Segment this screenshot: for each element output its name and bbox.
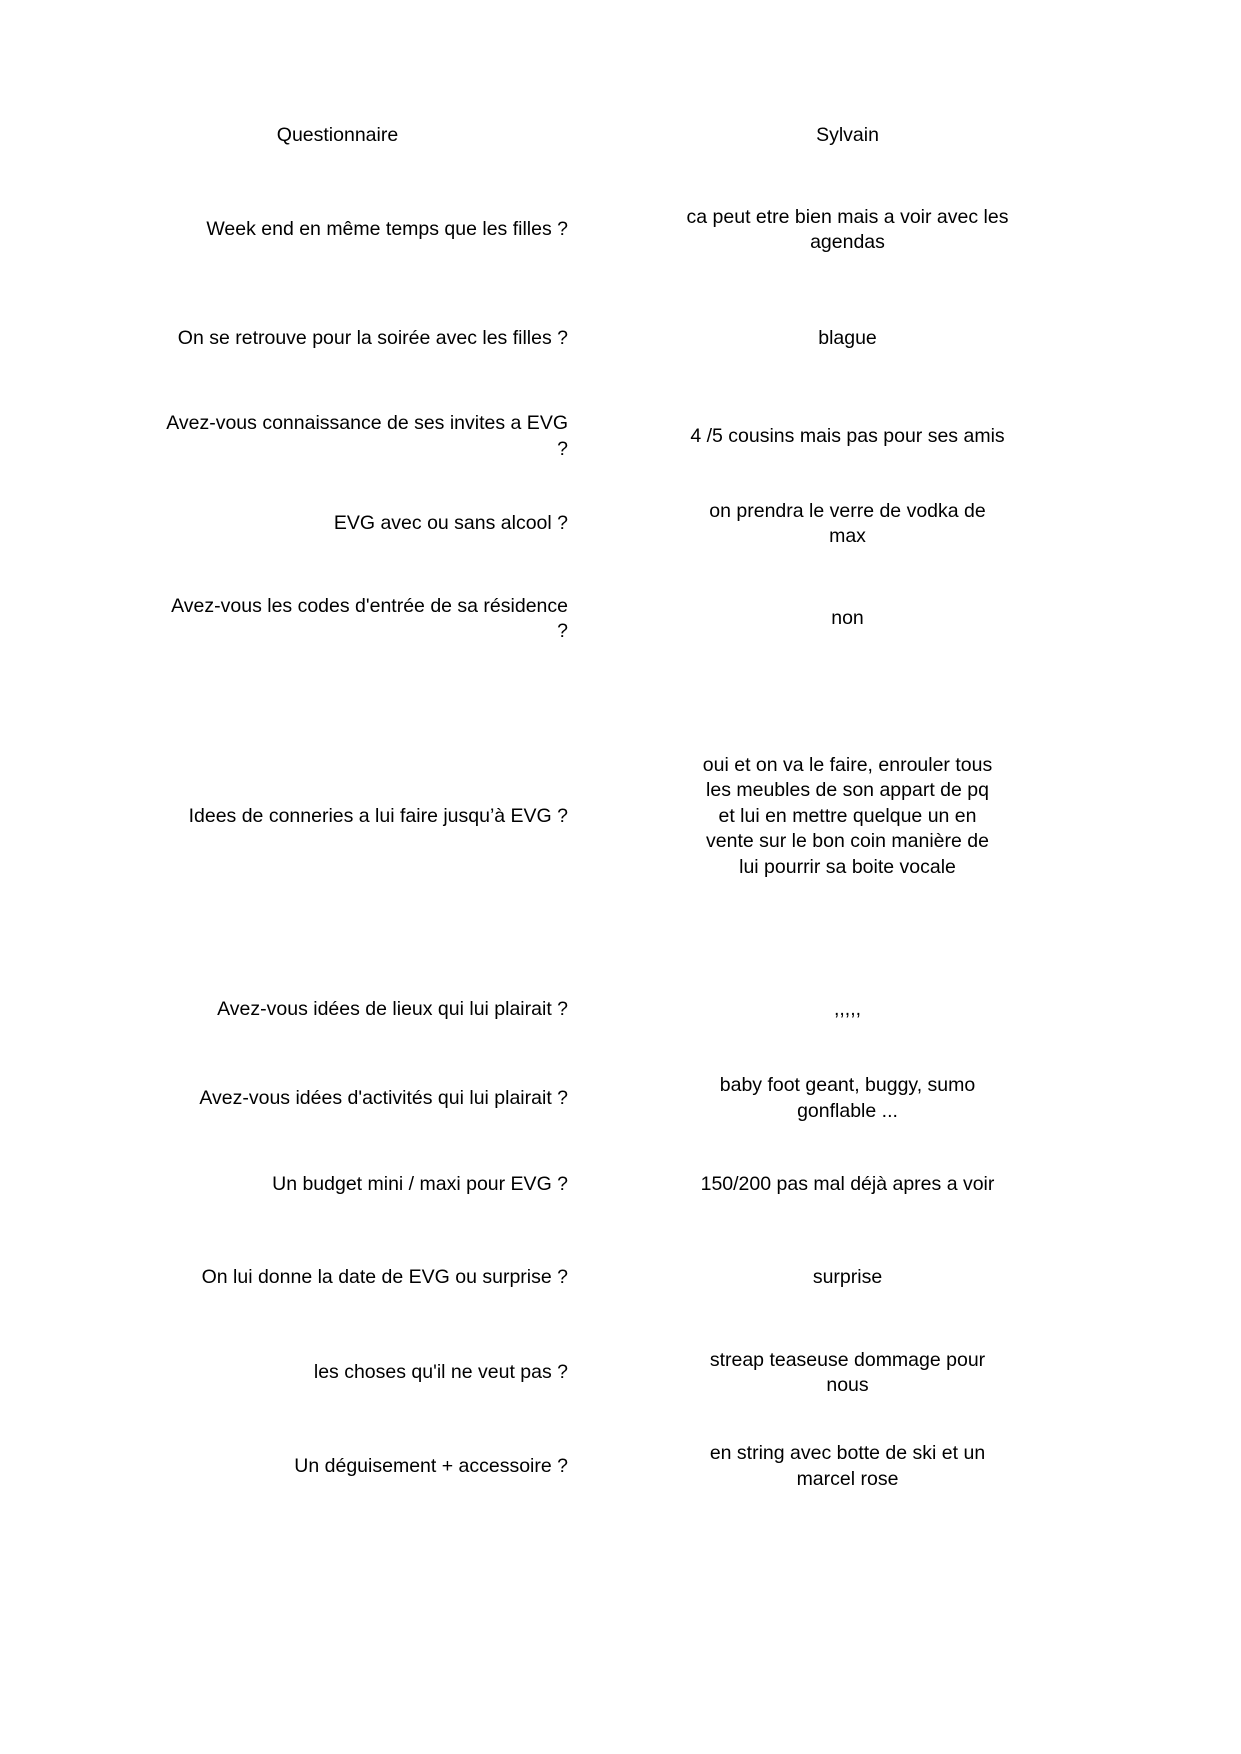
answer-cell	[610, 1141, 1085, 1229]
answer-text: non	[831, 607, 864, 630]
question-cell: EVG avec ou sans alcool ?	[333, 512, 568, 535]
question-cell: Week end en même temps que les filles ?	[206, 218, 568, 241]
answer-cell	[610, 669, 1085, 964]
answer-text: streap teaseuse dommage pour nous	[709, 1348, 986, 1396]
table-row	[155, 1229, 1085, 1327]
question-cell: Avez-vous les codes d'entrée de sa résidence ?	[171, 594, 568, 642]
answer-cell	[610, 1419, 1085, 1514]
answer-cell	[610, 176, 1085, 284]
question-cell: On se retrouve pour la soirée avec les filles ?	[177, 327, 568, 350]
table-header-row	[155, 96, 1085, 176]
table-row	[155, 176, 1085, 284]
table-row	[155, 1327, 1085, 1419]
answer-text: 150/200 pas mal déjà apres a voir	[700, 1173, 995, 1196]
answer-cell	[610, 569, 1085, 669]
question-cell: Avez-vous idées de lieux qui lui plairait ?	[217, 998, 568, 1021]
question-cell: Un déguisement + accessoire ?	[294, 1454, 568, 1477]
table-row	[155, 479, 1085, 569]
column-header-questionnaire: Questionnaire	[276, 124, 399, 147]
table-row	[155, 569, 1085, 669]
answer-text: ,,,,,	[833, 998, 862, 1021]
answer-cell	[610, 394, 1085, 479]
answer-cell	[610, 1229, 1085, 1327]
answer-text: surprise	[812, 1266, 883, 1289]
table-row	[155, 284, 1085, 394]
question-cell: les choses qu'il ne veut pas ?	[313, 1361, 568, 1384]
table-row	[155, 1419, 1085, 1514]
questionnaire-table-body	[155, 96, 1085, 1514]
table-row	[155, 1056, 1085, 1141]
answer-text: en string avec botte de ski et un marcel rose	[709, 1442, 986, 1490]
answer-cell	[610, 1327, 1085, 1419]
answer-text: 4 /5 cousins mais pas pour ses amis	[690, 424, 1005, 447]
answer-cell	[610, 964, 1085, 1056]
answer-text: on prendra le verre de vodka de max	[709, 499, 986, 547]
table-row	[155, 964, 1085, 1056]
answer-text: baby foot geant, buggy, sumo gonflable ...	[719, 1074, 976, 1122]
answer-text: oui et on va le faire, enrouler tous les meubles de son appart de pq et lui en mettre quelque un en vente sur le bon coin manière de lui pourrir sa boite vocale	[702, 754, 993, 878]
table-row	[155, 394, 1085, 479]
question-cell: On lui donne la date de EVG ou surprise ?	[201, 1266, 568, 1289]
question-cell: Un budget mini / maxi pour EVG ?	[272, 1173, 568, 1196]
answer-text: blague	[818, 327, 877, 350]
table-row	[155, 1141, 1085, 1229]
answer-cell	[610, 1056, 1085, 1141]
column-header-respondent: Sylvain	[816, 124, 879, 147]
question-cell: Avez-vous connaissance de ses invites a EVG ?	[166, 412, 568, 460]
questionnaire-table	[155, 96, 1085, 1514]
answer-cell	[610, 284, 1085, 394]
answer-text: ca peut etre bien mais a voir avec les agendas	[686, 205, 1009, 253]
question-cell: Avez-vous idées d'activités qui lui plairait ?	[199, 1086, 568, 1109]
question-cell: Idees de conneries a lui faire jusqu’à EVG ?	[188, 804, 568, 827]
table-row	[155, 669, 1085, 964]
answer-cell	[610, 479, 1085, 569]
